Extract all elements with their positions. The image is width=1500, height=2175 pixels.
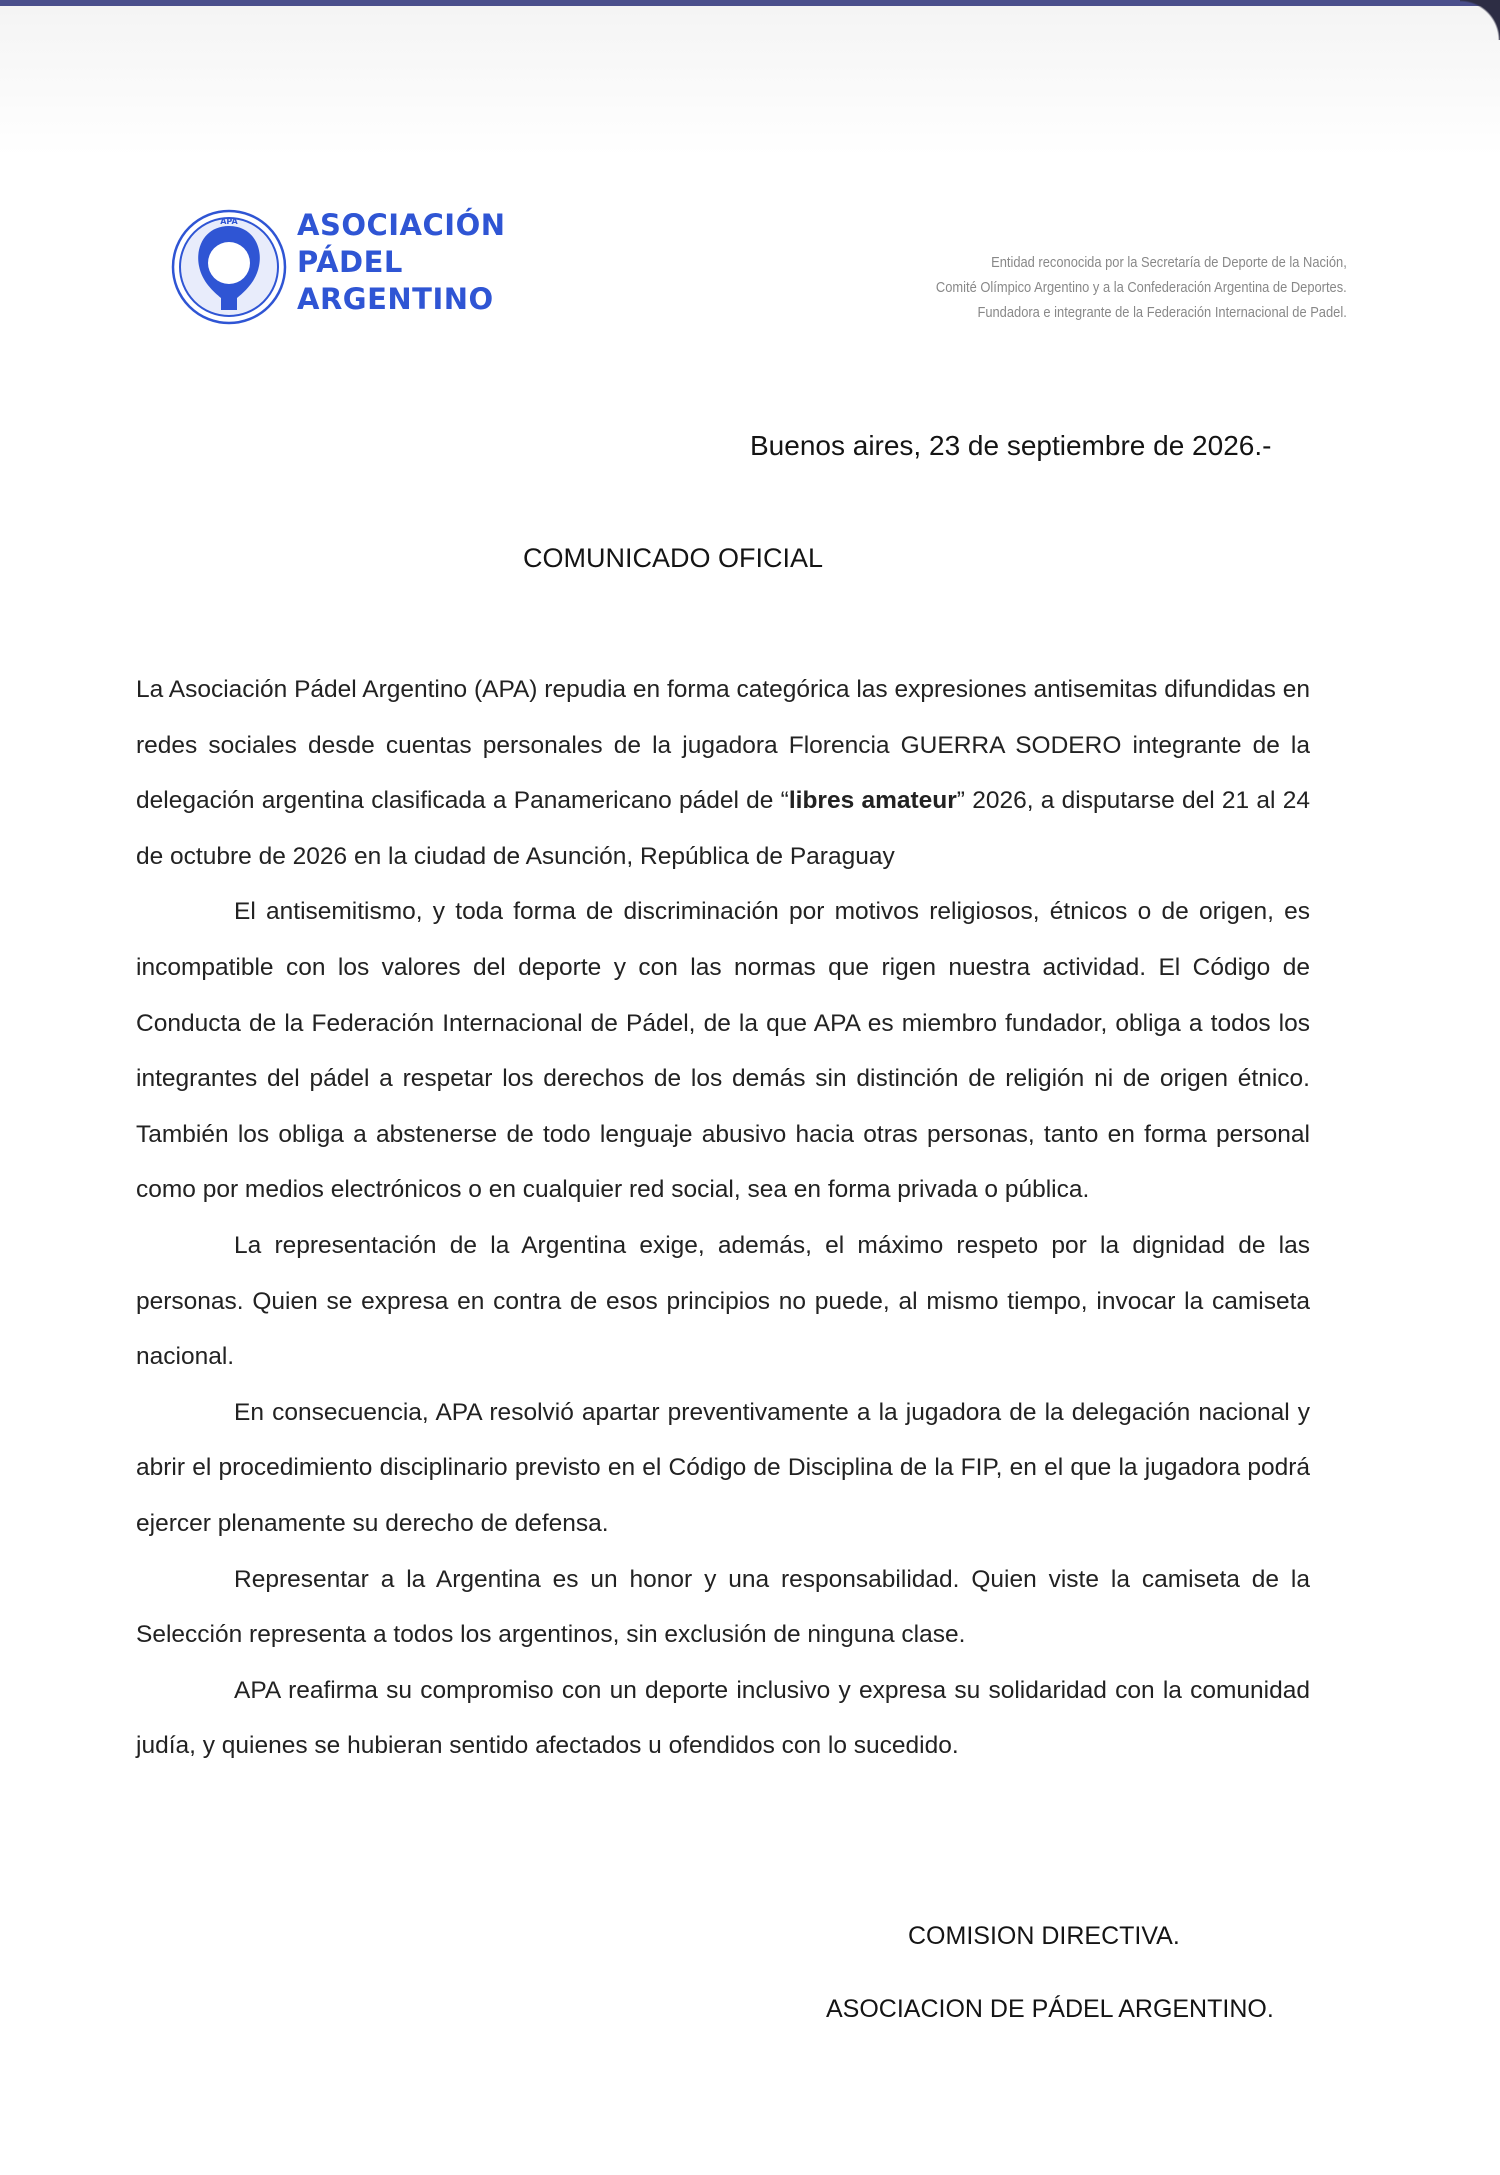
signature-line-2: ASOCIACION DE PÁDEL ARGENTINO. <box>826 1995 1274 2023</box>
paragraph-1 <box>136 662 1310 884</box>
recognition-note <box>936 250 1347 325</box>
paragraph-1-text-a: La Asociación Pádel Argentino (APA) repudia en forma categórica las expresiones antisemitas difundidas en redes sociales desde cuentas personales de la jugadora Florencia GUERRA SODERO integrante de la delegación argentina clasificada a Panamericano pádel de “ <box>136 676 1310 815</box>
recognition-line-1: Entidad reconocida por la Secretaría de Deporte de la Nación, <box>991 254 1347 271</box>
recognition-line-3: Fundadora e integrante de la Federación Internacional de Padel. <box>977 304 1347 321</box>
paragraph-3: La representación de la Argentina exige, además, el máximo respeto por la dignidad de las personas. Quien se expresa en contra de esos principios no puede, al mismo tiempo, invocar la camiseta nacional. <box>136 1231 1310 1371</box>
paragraph-6: APA reafirma su compromiso con un deporte inclusivo y expresa su solidaridad con la comunidad judía, y quienes se hubieran sentido afectados u ofendidos con lo sucedido. <box>136 1676 1310 1760</box>
org-name-line-1: ASOCIACIÓN <box>297 208 506 242</box>
signature-line-1: COMISION DIRECTIVA. <box>908 1922 1180 1950</box>
org-name-line-2: PÁDEL <box>297 245 403 279</box>
organization-name <box>297 207 506 318</box>
paragraph-1-emphasis: libres amateur <box>788 787 957 815</box>
document-title: COMUNICADO OFICIAL <box>523 543 824 573</box>
top-shade <box>0 6 1500 156</box>
paragraph-4: En consecuencia, APA resolvió apartar preventivamente a la jugadora de la delegación nacional y abrir el procedimiento disciplinario previsto en el Código de Disciplina de la FIP, en el que la jugadora podrá ejercer plenamente su derecho de defensa. <box>136 1398 1310 1537</box>
paragraph-5: Representar a la Argentina es un honor y una responsabilidad. Quien viste la camiseta de la Selección representa a todos los argentinos, sin exclusión de ninguna clase. <box>136 1565 1310 1649</box>
apa-logo-icon <box>170 208 288 326</box>
recognition-line-2: Comité Olímpico Argentino y a la Confederación Argentina de Deportes. <box>936 279 1347 296</box>
org-name-line-3: ARGENTINO <box>297 282 494 316</box>
paragraph-1-text-b: ” 2026, a disputarse del 21 al 24 de octubre de 2026 en la ciudad de Asunción, República de Paraguay <box>136 787 1311 870</box>
document-body <box>136 662 1310 1774</box>
document-date: Buenos aires, 23 de septiembre de 2026.- <box>750 430 1272 461</box>
paragraph-2: El antisemitismo, y toda forma de discriminación por motivos religiosos, étnicos o de origen, es incompatible con los valores del deporte y con las normas que rigen nuestra actividad. El Código de Conducta de la Federación Internacional de Pádel, de la que APA es miembro fundador, obliga a todos los integrantes del pádel a respetar los derechos de los demás sin distinción de religión ni de origen étnico. También los obliga a abstenerse de todo lenguaje abusivo hacia otras personas, tanto en forma personal como por medios electrónicos o en cualquier red social, sea en forma privada o pública. <box>136 898 1310 1204</box>
screen-corner <box>1460 0 1500 40</box>
svg-text:APA: APA <box>220 217 238 226</box>
